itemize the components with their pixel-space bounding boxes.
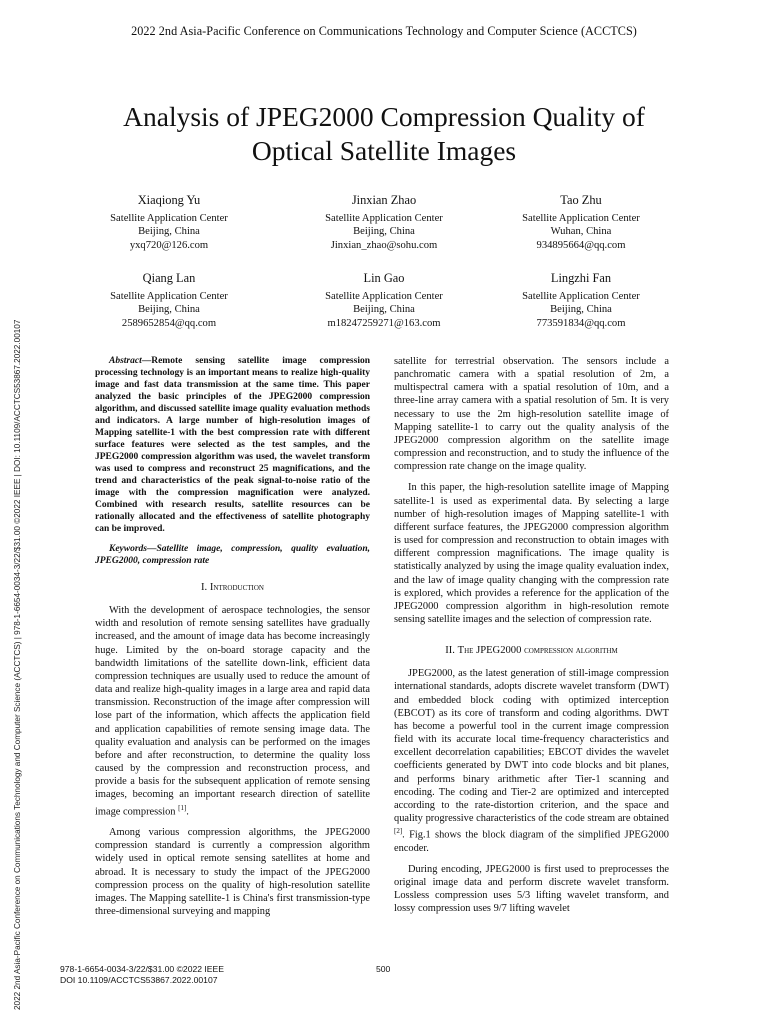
author-location: Beijing, China bbox=[353, 226, 415, 238]
citation: [1] bbox=[178, 803, 187, 812]
author-name: Jinxian Zhao bbox=[351, 193, 417, 207]
paragraph-end: . Fig.1 shows the block diagram of the simplified JPEG2000 encoder. bbox=[394, 829, 669, 854]
keywords-text: —Satellite image, compression, quality evaluation, JPEG2000, compression rate bbox=[95, 544, 370, 566]
paragraph-text: With the development of aerospace technologies, the sensor width and resolution of remote sensing satellites have gradually increased, and the amount of image data has become increasingly huge. Limited by the on-board storage capacity and the bandwidth limitations of the satellite down-link, efficient data compression techniques are usually used to reduce the amount of data and realize high-quality images in a large area and rapid data transmission. Reconstruction of the image after compression will lose part of the information, which affects the application field and application capabilities of remote sensing image data. The quality evaluation and analysis can be performed on the images before and after reconstruction, to determine the quality loss caused by the compression and reconstruction process, and provide a basis for the subsequent application of remote sensing images, becoming an important research direction of satellite image compression bbox=[95, 605, 370, 817]
author-email: yxq720@126.com bbox=[129, 239, 209, 251]
paragraph-end: . bbox=[186, 805, 189, 817]
section-title: Introduction bbox=[209, 582, 264, 593]
body-paragraph bbox=[95, 604, 370, 818]
title-line-2: Optical Satellite Images bbox=[251, 135, 517, 166]
citation: [2] bbox=[394, 827, 403, 836]
author-location: Beijing, China bbox=[353, 304, 415, 316]
section-heading-jpeg2000 bbox=[394, 644, 669, 657]
conference-header: 2022 2nd Asia-Pacific Conference on Communications Technology and Computer Science (ACCTCS) bbox=[131, 24, 637, 38]
section-heading-introduction bbox=[95, 581, 370, 594]
section-title-b: compression algorithm bbox=[524, 645, 618, 657]
author-block bbox=[64, 194, 274, 252]
section-number: II. bbox=[445, 645, 455, 657]
section-number: I. bbox=[201, 582, 208, 593]
side-identifier-strip: 2022 2nd Asia-Pacific Conference on Communications Technology and Computer Science (ACCTCS) | 978-1-6654-0034-3/22/$31.00 ©2022 IEEE | DOI: 10.1109/ACCTCS53867.2022.00107 bbox=[13, 319, 22, 1010]
author-location: Beijing, China bbox=[138, 304, 200, 316]
author-email: 773591834@qq.com bbox=[536, 317, 626, 329]
keywords bbox=[95, 543, 370, 567]
paper-title bbox=[60, 100, 708, 168]
author-block bbox=[476, 272, 686, 330]
paragraph-text: JPEG2000, as the latest generation of still-image compression international standards, adopts discrete wavelet transform (DWT) and embedded block coding with optimized interception (EBCOT) as its core of transform and coding algorithms. DWT has become a powerful tool in the current image compression field with its accurate local time-frequency characteristics and excellent decorrelation capabilities; EBCOT divides the wavelet coefficients generated by DWT into code blocks and bit planes, and performs binary arithmetic after Tier-1 scanning and encoding. The coding and Tier-2 are optimized and intercepted according to the rate-distortion criterion, and the space and quality progressive characteristics of the code stream are obtained bbox=[394, 668, 669, 824]
author-email: Jinxian_zhao@sohu.com bbox=[330, 239, 438, 251]
title-line-1: Analysis of JPEG2000 Compression Quality of bbox=[123, 101, 645, 132]
author-affiliation: Satellite Application Center bbox=[325, 290, 443, 302]
author-affiliation: Satellite Application Center bbox=[110, 290, 228, 302]
author-location: Wuhan, China bbox=[550, 226, 612, 238]
author-block bbox=[64, 272, 274, 330]
author-name: Xiaqiong Yu bbox=[137, 193, 201, 207]
author-name: Tao Zhu bbox=[560, 193, 602, 207]
author-affiliation: Satellite Application Center bbox=[522, 212, 640, 224]
abstract bbox=[95, 355, 370, 535]
author-block bbox=[279, 194, 489, 252]
body-paragraph bbox=[394, 667, 669, 855]
left-column bbox=[95, 355, 370, 926]
author-name: Lin Gao bbox=[363, 271, 405, 285]
author-email: m18247259271@163.com bbox=[327, 317, 441, 329]
abstract-text: —Remote sensing satellite image compression processing technology is an important means to realize high-quality image and fast data transmission at the same time. This paper analyzed the basic principles of the JPEG2000 compression algorithm, and discussed satellite image quality evaluation methods and indicators. A large number of high-resolution images of Mapping satellite-1 with the best compression rate with different surface features were selected as the test samples, and the JPEG2000 compression algorithm was used, the wavelet transform was used to compress and reconstruct 25 magnifications, and the trend and characteristics of the peak signal-to-noise ratio of the image with the compression magnification were analyzed. Combined with research results, satellite resources can be rationally allocated and the effectiveness of satellite photography can be improved. bbox=[95, 356, 370, 534]
abstract-label: Abstract bbox=[109, 356, 142, 366]
author-name: Lingzhi Fan bbox=[550, 271, 612, 285]
footer-isbn: 978-1-6654-0034-3/22/$31.00 ©2022 IEEE bbox=[60, 964, 225, 974]
author-location: Beijing, China bbox=[138, 226, 200, 238]
author-affiliation: Satellite Application Center bbox=[522, 290, 640, 302]
footer-identifiers bbox=[60, 964, 224, 986]
author-name: Qiang Lan bbox=[142, 271, 196, 285]
footer-doi: DOI 10.1109/ACCTCS53867.2022.00107 bbox=[60, 975, 218, 985]
author-affiliation: Satellite Application Center bbox=[325, 212, 443, 224]
author-affiliation: Satellite Application Center bbox=[110, 212, 228, 224]
author-block bbox=[476, 194, 686, 252]
body-paragraph: In this paper, the high-resolution satellite image of Mapping satellite-1 is used as experimental data. By selecting a large number of high-resolution images of Mapping satellite-1 with different surface features, the JPEG2000 compression algorithm is used for compression and reconstruction to obtain images with different compression magnifications. The image quality is statistically analyzed by using the image quality evaluation index, and the law of image quality changing with the compression rate is explored, which provides a reference for the application of the JPEG2000 compression algorithm in high-resolution remote sensing satellite images and the selection of compression rate. bbox=[394, 482, 669, 625]
page-number: 500 bbox=[376, 964, 391, 974]
body-paragraph: During encoding, JPEG2000 is first used to preprocesses the original image data and perform discrete wavelet transform. Lossless compression uses 5/3 lifting wavelet transform, and lossy compression uses 9/7 lifting wavelet bbox=[394, 863, 669, 915]
author-location: Beijing, China bbox=[550, 304, 612, 316]
body-paragraph: Among various compression algorithms, the JPEG2000 compression standard is currently a compression algorithm widely used in optical remote sensing satellites at home and abroad. It is necessary to study the impact of the JPEG2000 compression process on the quality of high-resolution satellite images. The Mapping satellite-1 is China's first transmission-type three-dimensional surveying and mapping bbox=[95, 827, 370, 918]
author-email: 934895664@qq.com bbox=[536, 239, 626, 251]
body-paragraph: satellite for terrestrial observation. The sensors include a panchromatic camera with a spatial resolution of 2m, a multispectral camera with a spatial resolution of 10m, and a three-line array camera with a spatial resolution of 5m. It is very necessary to use the 2m high-resolution satellite image of Mapping satellite-1 to carry out the quality analysis of the JPEG2000 compression algorithm on the satellite image compression and reconstruction, and to study the influence of the compression rate change on the image quality. bbox=[394, 356, 669, 473]
section-title-a: The JPEG2000 bbox=[457, 645, 522, 657]
keywords-label: Keywords bbox=[109, 544, 147, 554]
right-column bbox=[394, 355, 669, 924]
author-block bbox=[279, 272, 489, 330]
author-email: 2589652854@qq.com bbox=[121, 317, 217, 329]
